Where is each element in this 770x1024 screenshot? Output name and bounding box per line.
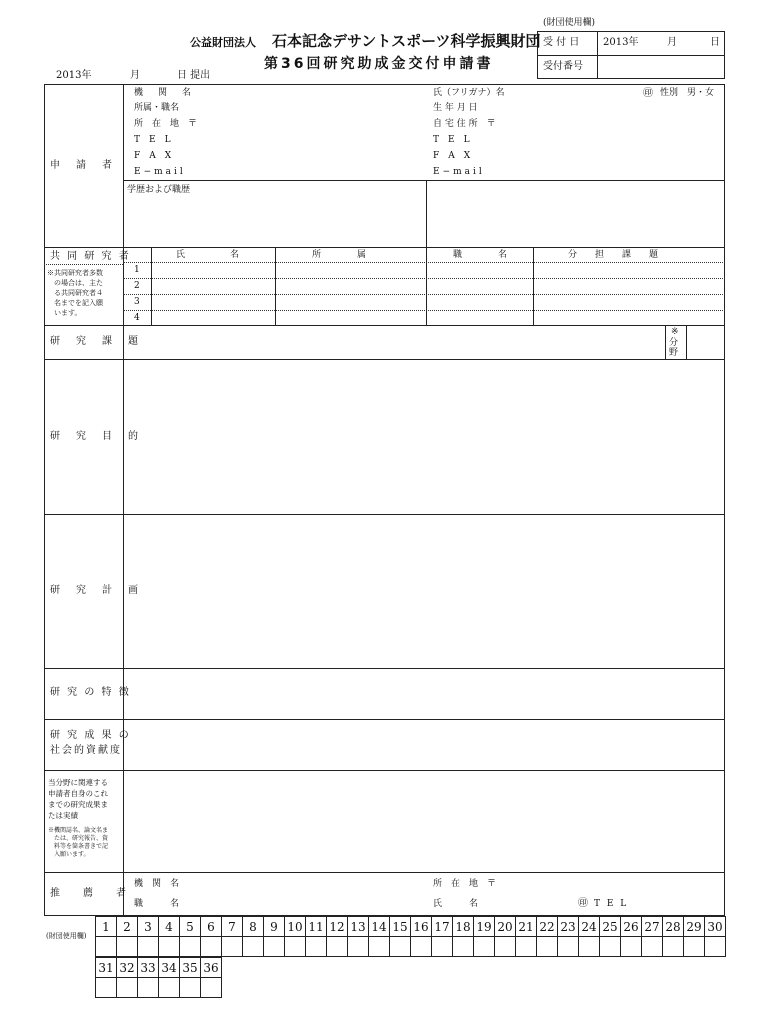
grid-number-label: 2 <box>123 919 131 934</box>
dotted-divider <box>123 278 725 279</box>
received-date-label: 受 付 日 <box>543 37 580 48</box>
contribution-label-1: 研 究 成 果 の <box>50 730 131 741</box>
grid-number-cell <box>641 916 663 937</box>
grid-number-label: 13 <box>350 919 366 934</box>
grid-number-cell <box>95 916 117 937</box>
achievements-label: 当分野に関連する 申請者自身のこれ までの研究成果ま たは実績 <box>48 778 108 820</box>
location-field: 所 在 地 〒 <box>134 119 198 129</box>
grid-number-cell <box>95 957 117 978</box>
received-day: 日 <box>710 37 720 48</box>
grid-entry-cell[interactable] <box>116 936 138 957</box>
grid-number-label: 25 <box>602 919 618 934</box>
grid-number-label: 5 <box>186 919 194 934</box>
row-number: 4 <box>134 313 140 323</box>
grid-entry-cell[interactable] <box>452 936 474 957</box>
col-header-task: 分 担 課 題 <box>568 250 659 260</box>
divider <box>44 770 725 771</box>
grid-number-cell <box>179 916 201 937</box>
grid-entry-cell[interactable] <box>95 977 117 998</box>
name-field: 氏（フリガナ）名 <box>433 88 505 98</box>
grid-entry-cell[interactable] <box>158 977 180 998</box>
grid-number-label: 3 <box>144 919 152 934</box>
field-mark: ※ <box>671 327 679 337</box>
home-fax-field: F A X <box>433 151 471 161</box>
dotted-divider <box>123 262 725 263</box>
grid-number-label: 8 <box>249 919 257 934</box>
grid-number-cell <box>200 916 222 937</box>
research-purpose-label: 研 究 目 的 <box>50 431 141 442</box>
divider <box>533 247 534 325</box>
received-year: 2013年 <box>603 37 639 48</box>
grid-number-label: 1 <box>102 919 110 934</box>
affiliation-field: 所属・職名 <box>134 103 180 113</box>
grid-entry-cell[interactable] <box>683 936 705 957</box>
divider <box>44 325 725 326</box>
grid-entry-cell[interactable] <box>641 936 663 957</box>
institution-field: 機 関 名 <box>134 88 195 98</box>
grid-number-label: 21 <box>518 919 534 934</box>
grid-number-cell <box>494 916 516 937</box>
grid-number-cell <box>473 916 495 937</box>
grid-number-cell <box>389 916 411 937</box>
grid-entry-cell[interactable] <box>704 936 726 957</box>
grid-number-label: 31 <box>98 960 114 975</box>
home-email-field: E−mail <box>433 167 485 177</box>
research-features-label: 研 究 の 特 徴 <box>50 687 131 698</box>
grid-entry-cell[interactable] <box>284 936 306 957</box>
divider <box>44 719 725 720</box>
coresearchers-note: ※共同研究者多数 の場合は、主た る共同研究者４ 名までを記入願 います。 <box>47 269 103 317</box>
grid-number-cell <box>158 916 180 937</box>
gender-field: 性別 男・女 <box>660 88 715 98</box>
grid-number-cell <box>158 957 180 978</box>
grid-entry-cell[interactable] <box>137 936 159 957</box>
recommender-position: 職 名 <box>134 899 180 909</box>
tel-field: T E L <box>134 135 171 145</box>
grid-entry-cell[interactable] <box>137 977 159 998</box>
col-header-position: 職 名 <box>453 250 508 260</box>
col-header-name: 氏 名 <box>176 250 240 260</box>
grid-number-cell <box>536 916 558 937</box>
grid-entry-cell[interactable] <box>599 936 621 957</box>
grid-number-label: 23 <box>560 919 576 934</box>
grid-number-cell <box>284 916 306 937</box>
grid-number-label: 19 <box>476 919 492 934</box>
grid-number-cell <box>410 916 432 937</box>
grid-number-label: 17 <box>434 919 450 934</box>
grid-entry-cell[interactable] <box>410 936 432 957</box>
grid-entry-cell[interactable] <box>158 936 180 957</box>
grid-entry-cell[interactable] <box>347 936 369 957</box>
grid-number-label: 34 <box>161 960 177 975</box>
grid-number-cell <box>116 916 138 937</box>
receipt-number-label: 受付番号 <box>543 61 583 72</box>
home-tel-field: T E L <box>433 135 470 145</box>
grid-number-label: 27 <box>644 919 660 934</box>
grid-entry-cell[interactable] <box>368 936 390 957</box>
grid-number-cell <box>347 916 369 937</box>
dotted-divider <box>123 294 725 295</box>
grid-number-cell <box>179 957 201 978</box>
grid-number-label: 10 <box>287 919 303 934</box>
divider <box>426 247 427 325</box>
grid-number-cell <box>599 916 621 937</box>
grid-number-label: 36 <box>203 960 219 975</box>
recommender-address: 所 在 地 〒 <box>433 879 497 889</box>
grid-number-label: 33 <box>140 960 156 975</box>
fax-field: F A X <box>134 151 172 161</box>
grid-number-label: 24 <box>581 919 597 934</box>
grid-number-label: 22 <box>539 919 555 934</box>
research-theme-label: 研 究 課 題 <box>50 336 141 347</box>
coresearchers-label: 共 同 研 究 者 <box>50 251 131 262</box>
research-plan-label: 研 究 計 画 <box>50 585 141 596</box>
grid-entry-cell[interactable] <box>95 936 117 957</box>
divider <box>123 180 725 181</box>
grid-number-cell <box>368 916 390 937</box>
grid-entry-cell[interactable] <box>200 936 222 957</box>
grid-caption: (財団使用欄) <box>46 932 87 940</box>
grid-entry-cell[interactable] <box>389 936 411 957</box>
grid-entry-cell[interactable] <box>557 936 579 957</box>
divider <box>44 359 725 360</box>
grid-number-label: 26 <box>623 919 639 934</box>
grid-number-label: 9 <box>270 919 278 934</box>
divider <box>426 180 427 247</box>
grid-number-label: 16 <box>413 919 429 934</box>
grid-number-label: 4 <box>165 919 173 934</box>
birthdate-field: 生 年 月 日 <box>433 103 478 113</box>
grid-number-cell <box>137 957 159 978</box>
recommender-label: 推 薦 者 <box>50 888 127 899</box>
grid-number-label: 15 <box>392 919 408 934</box>
grid-entry-cell[interactable] <box>179 936 201 957</box>
grid-number-cell <box>305 916 327 937</box>
grid-number-cell <box>326 916 348 937</box>
org-type: 公益財団法人 <box>190 36 256 49</box>
grid-entry-cell[interactable] <box>494 936 516 957</box>
grid-entry-cell[interactable] <box>578 936 600 957</box>
grid-entry-cell[interactable] <box>326 936 348 957</box>
grid-entry-cell[interactable] <box>221 936 243 957</box>
applicant-label: 申 請 者 <box>50 160 115 171</box>
col-header-affiliation: 所 属 <box>312 250 367 260</box>
grid-number-cell <box>578 916 600 937</box>
document-title: 第36回研究助成金交付申請書 <box>264 56 494 72</box>
submit-month: 月 <box>130 70 140 81</box>
recommender-seal: ㊞ <box>578 898 588 909</box>
divider <box>151 247 152 325</box>
achievements-note: ※機関誌名、論文名ま たは、研究報告、資 料等を箇条書きで記 入願います。 <box>48 827 109 858</box>
divider <box>537 55 725 56</box>
grid-number-label: 11 <box>308 919 324 934</box>
grid-entry-cell[interactable] <box>179 977 201 998</box>
grid-number-cell <box>431 916 453 937</box>
submit-day: 日 提出 <box>177 70 211 81</box>
grid-number-label: 28 <box>665 919 681 934</box>
divider <box>44 668 725 669</box>
grid-entry-cell[interactable] <box>116 977 138 998</box>
grid-entry-cell[interactable] <box>305 936 327 957</box>
grid-number-cell <box>662 916 684 937</box>
received-month: 月 <box>667 37 677 48</box>
application-form <box>44 84 725 916</box>
recommender-org: 機 関 名 <box>134 879 180 889</box>
contribution-label-2: 社会的資献度 <box>50 745 122 756</box>
seal-mark: ㊞ <box>643 88 653 99</box>
divider <box>44 872 725 873</box>
grid-number-cell <box>200 957 222 978</box>
grid-number-cell <box>557 916 579 937</box>
label-column-divider <box>123 84 124 916</box>
grid-number-cell <box>263 916 285 937</box>
grid-entry-cell[interactable] <box>662 936 684 957</box>
grid-number-cell <box>221 916 243 937</box>
row-number: 3 <box>134 297 140 307</box>
divider <box>44 514 725 515</box>
home-address-field: 自 宅 住 所 〒 <box>433 119 496 129</box>
grid-entry-cell[interactable] <box>473 936 495 957</box>
grid-number-cell <box>515 916 537 937</box>
dotted-divider <box>123 310 725 311</box>
grid-number-cell <box>116 957 138 978</box>
grid-entry-cell[interactable] <box>242 936 264 957</box>
grid-number-label: 7 <box>228 919 236 934</box>
grid-number-cell <box>620 916 642 937</box>
divider <box>597 31 598 79</box>
grid-number-label: 14 <box>371 919 387 934</box>
office-number-grid-1 <box>95 916 726 957</box>
divider <box>44 247 725 248</box>
grid-entry-cell[interactable] <box>431 936 453 957</box>
submit-year: 2013年 <box>56 70 92 81</box>
divider <box>665 325 666 359</box>
grid-number-label: 35 <box>182 960 198 975</box>
grid-number-label: 12 <box>329 919 345 934</box>
office-use-caption: (財団使用欄) <box>543 18 596 28</box>
grid-number-label: 18 <box>455 919 471 934</box>
grid-number-cell <box>704 916 726 937</box>
recommender-tel: T E L <box>594 899 629 909</box>
grid-entry-cell[interactable] <box>536 936 558 957</box>
email-field: E−mail <box>134 167 186 177</box>
office-number-grid-2 <box>95 957 222 998</box>
dotted-divider <box>44 264 123 265</box>
grid-number-label: 29 <box>686 919 702 934</box>
grid-entry-cell[interactable] <box>620 936 642 957</box>
divider <box>686 325 687 359</box>
row-number: 2 <box>134 281 140 291</box>
grid-number-cell <box>452 916 474 937</box>
grid-number-label: 20 <box>497 919 513 934</box>
grid-number-cell <box>137 916 159 937</box>
grid-entry-cell[interactable] <box>515 936 537 957</box>
row-number: 1 <box>134 265 140 275</box>
divider <box>275 247 276 325</box>
grid-number-cell <box>242 916 264 937</box>
grid-number-label: 6 <box>207 919 215 934</box>
recommender-name: 氏 名 <box>433 899 479 909</box>
grid-entry-cell[interactable] <box>263 936 285 957</box>
education-history-label: 学歴および職歴 <box>127 185 191 195</box>
grid-number-label: 30 <box>707 919 723 934</box>
grid-number-cell <box>683 916 705 937</box>
field-label: 分野 <box>669 338 679 358</box>
grid-number-label: 32 <box>119 960 135 975</box>
org-name: 石本記念デサントスポーツ科学振興財団 <box>272 32 541 50</box>
grid-entry-cell[interactable] <box>200 977 222 998</box>
